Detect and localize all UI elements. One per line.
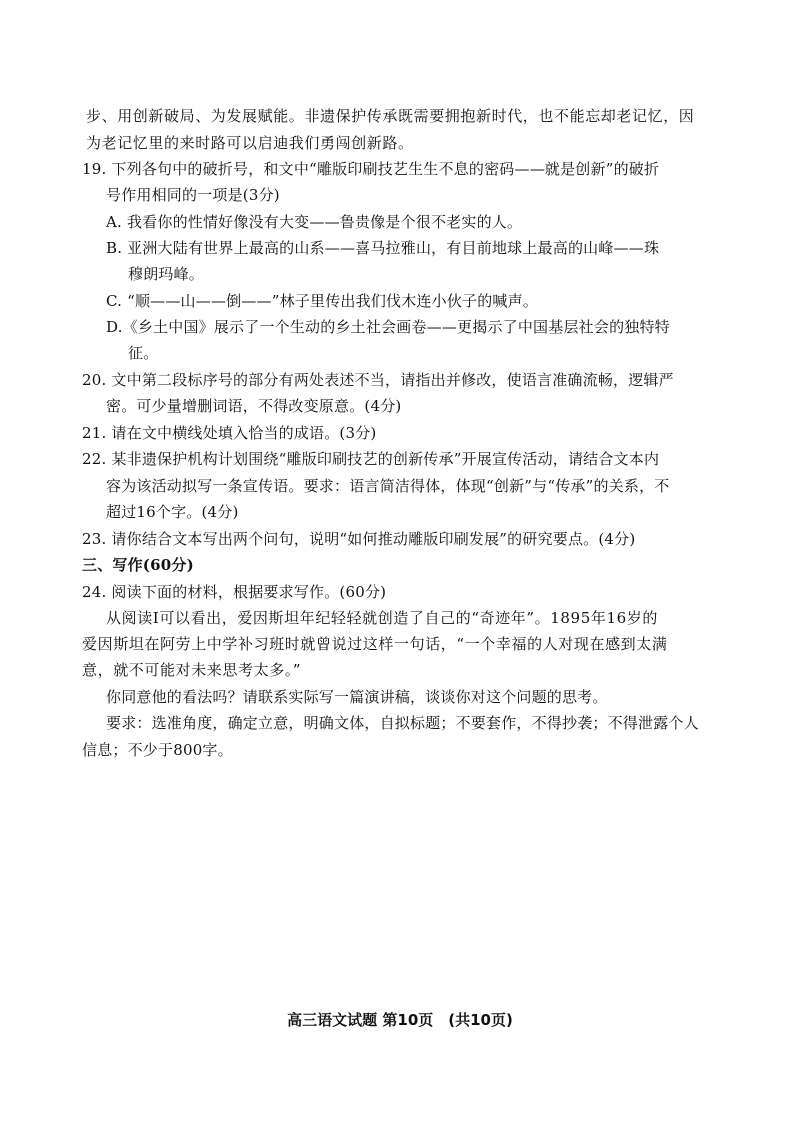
question-19-option-d-line-2: 征。 [128,344,159,362]
question-24-requirements-line-2: 信息；不少于800字。 [82,741,233,759]
question-19-option-b-line-1: B. 亚洲大陆有世界上最高的山系——喜马拉雅山，有目前地球上最高的山峰——珠 [106,239,660,257]
question-24-material-line-2: 爱因斯坦在阿劳上中学补习班时就曾说过这样一句话，“一个幸福的人对现在感到太满 [82,635,668,653]
question-21-line-1: 21. 请在文中横线处填入恰当的成语。(3分) [82,424,377,442]
question-22-line-2: 容为该活动拟写一条宣传语。要求：语言简洁得体，体现“创新”与“传承”的关系，不 [106,477,670,495]
question-19-option-b-line-2: 穆朗玛峰。 [128,265,205,283]
section-3-heading: 三、写作(60分) [82,556,194,574]
question-22-line-3: 超过16个字。(4分) [106,503,239,521]
question-19-option-c: C. “顺——山——倒——”林子里传出我们伐木连小伙子的喊声。 [106,292,539,310]
question-22-line-1: 22. 某非遗保护机构计划围绕“雕版印刷技艺的创新传承”开展宣传活动，请结合文本内 [82,450,660,468]
question-23-line-1: 23. 请你结合文本写出两个问句，说明“如何推动雕版印刷发展”的研究要点。(4分) [82,530,636,548]
question-19-stem-line-2: 号作用相同的一项是(3分) [106,186,280,204]
passage-end-line-2: 为老记忆里的来时路可以启迪我们勇闯创新路。 [86,134,414,152]
page-footer: 高三语文试题 第10页 (共10页) [287,1011,513,1029]
question-19-stem-line-1: 19. 下列各句中的破折号，和文中“雕版印刷技艺生生不息的密码——就是创新”的破折 [82,160,660,178]
passage-end-line-1: 步、用创新破局、为发展赋能。非遗保护传承既需要拥抱新时代，也不能忘却老记忆，因 [86,107,695,125]
question-20-line-2: 密。可少量增删词语，不得改变原意。(4分) [106,397,402,415]
question-24-line-1: 24. 阅读下面的材料，根据要求写作。(60分) [82,583,387,601]
question-19-option-a: A. 我看你的性情好像没有大变——鲁贵像是个很不老实的人。 [106,213,523,231]
question-24-requirements-line-1: 要求：选准角度，确定立意，明确文体，自拟标题；不要套作，不得抄袭；不得泄露个人 [106,714,699,732]
question-19-option-d-line-1: D.《乡土中国》展示了一个生动的乡土社会画卷——更揭示了中国基层社会的独特特 [106,318,670,336]
question-24-material-line-1: 从阅读Ⅰ可以看出，爱因斯坦年纪轻轻就创造了自己的“奇迹年”。1895年16岁的 [106,609,658,627]
question-20-line-1: 20. 文中第二段标序号的部分有两处表述不当，请指出并修改，使语言准确流畅，逻辑严 [82,371,674,389]
question-24-material-line-3: 意，就不可能对未来思考太多。” [82,661,302,679]
question-24-prompt: 你同意他的看法吗？请联系实际写一篇演讲稿，谈谈你对这个问题的思考。 [106,688,608,706]
